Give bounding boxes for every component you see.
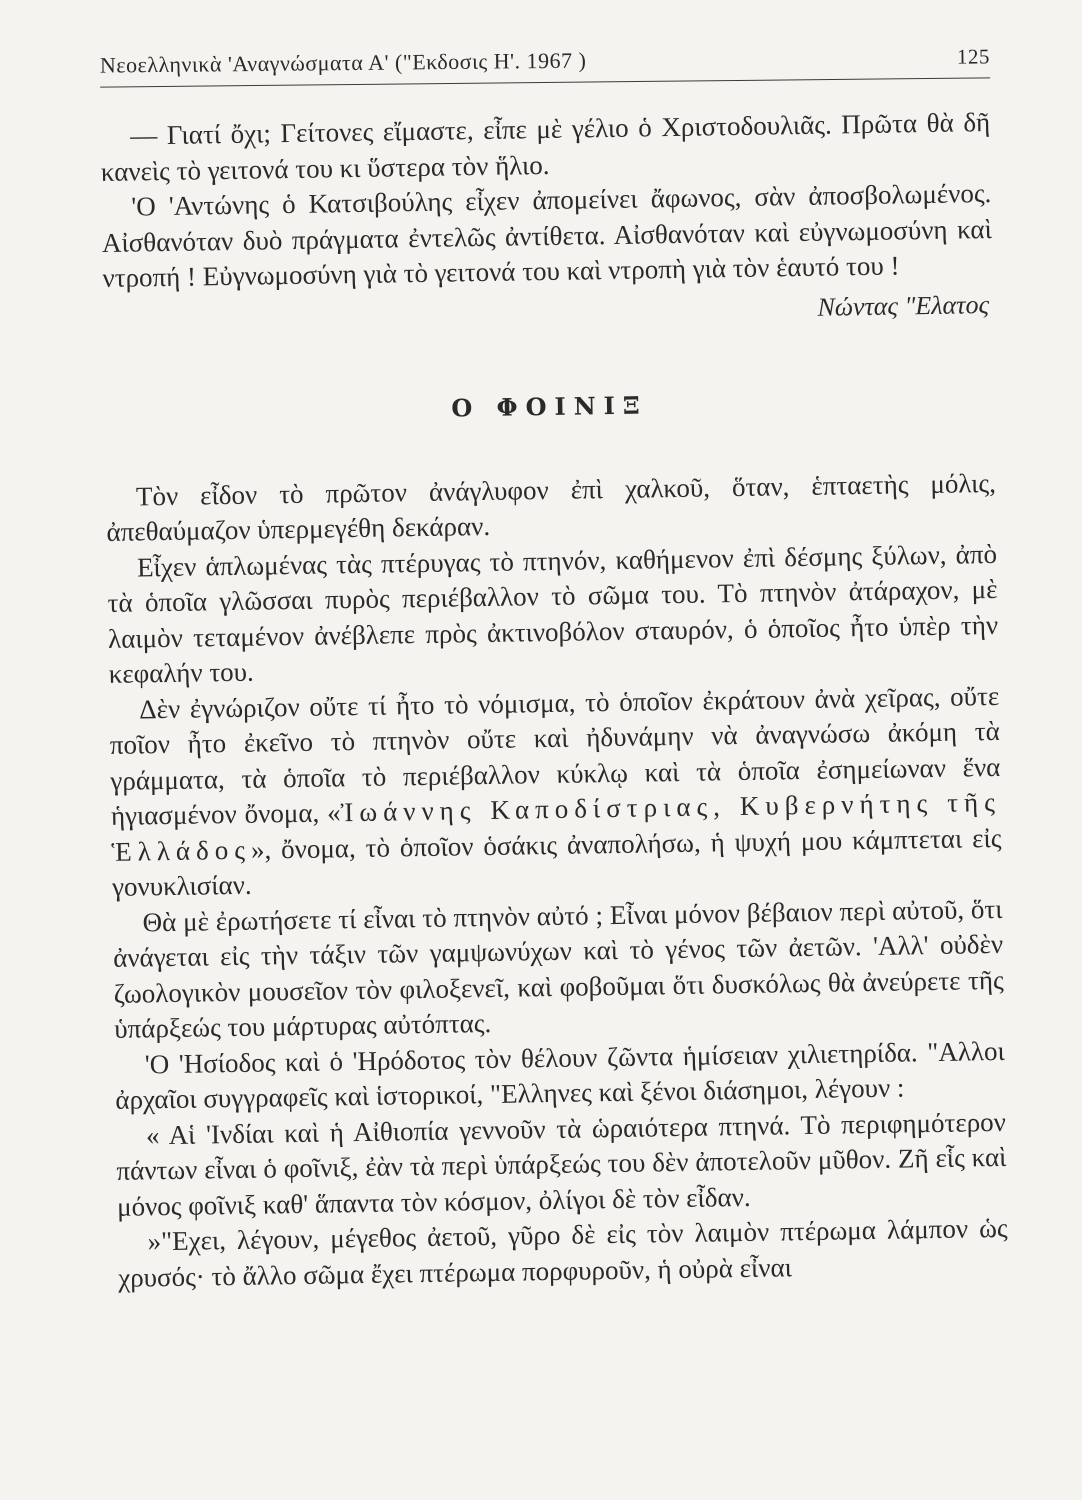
story-end-paragraph-2: 'Ο 'Αντώνης ὁ Κατσιβούλης εἶχεν ἀπομείνει ἄφωνος, σὰν ἀποσβολωμένος. Αἰσθανόταν δυὸ πράγματα ἐντελῶς ἀντίθετα. Αἰσθανόταν καὶ εὐγνωμοσύνη καὶ ντροπή ! Εὐγνωμοσύνη γιὰ τὸ γειτονά του καὶ ντροπὴ γιὰ τὸν ἑαυτό του !: [101, 178, 993, 293]
running-title: Νεοελληνικὰ 'Αναγνώσματα Α' ("Εκδοσις Η'. 1967 ): [99, 47, 587, 78]
paragraph-5: 'Ο 'Ησίοδος καὶ ὁ 'Ηρόδοτος τὸν θέλουν ζῶντα ἡμίσειαν χιλιετηρίδα. "Αλλοι ἀρχαῖοι συγγραφεῖς καὶ ἱστορικοί, "Ελληνες καὶ ξένοι διάσημοι, λέγουν :: [115, 1035, 1005, 1115]
paragraph-7: »"Εχει, λέγουν, μέγεθος ἀετοῦ, γῦρο δὲ εἰς τὸν λαιμὸν πτέρωμα λάμπον ὡς χρυσός· τὸ ἄλλο σῶμα ἔχει πτέρωμα πορφυροῦν, ἡ οὐρὰ εἶναι: [117, 1212, 1008, 1293]
story-end-paragraph-1: — Γιατί ὄχι; Γείτονες εἴμαστε, εἶπε μὲ γέλιο ὁ Χριστοδουλιᾶς. Πρῶτα θὰ δῆ κανεὶς τὸ γειτονά του κι ὕστερα τὸν ἥλιο.: [100, 107, 991, 187]
paragraph-4: Θὰ μὲ ἐρωτήσετε τί εἶναι τὸ πτηνὸν αὐτό ; Εἶναι μόνον βέβαιον περὶ αὐτοῦ, ὅτι ἀνάγεται εἰς τὴν τάξιν τῶν γαμψωνύχων καὶ τὸ γένος τῶν ἀετῶν. 'Αλλ' οὐδὲν ζωολογικὸν μουσεῖον τὸν φιλοξενεῖ, καὶ φοβοῦμαι ὅτι δυσκόλως θὰ ἀνεύρετε τῆς ὑπάρξεώς του μάρτυρας αὐτόπτας.: [112, 893, 1004, 1044]
running-header: [100, 43, 990, 87]
paragraph-3: [109, 678, 1002, 905]
page-body: [100, 105, 1008, 1296]
paragraph-1: Τὸν εἶδον τὸ πρῶτον ἀνάγλυφον ἐπὶ χαλκοῦ, ὅταν, ἑπταετὴς μόλις, ἀπεθαύμαζον ὑπερμεγέθη δεκάραν.: [106, 467, 997, 547]
author-signature: Νώντας "Ελατος: [817, 289, 990, 322]
paragraph-3-end: », ὄνομα, τὸ ὁποῖον ὁσάκις ἀναπολήσω, ἡ ψυχή μου κάμπτεται εἰς γονυκλισίαν.: [111, 822, 1002, 902]
paragraph-3-start: Δὲν ἐγνώριζον οὔτε τί ἦτο τὸ νόμισμα, τὸ ὁποῖον ἐκράτουν ἀνὰ χεῖρας, οὔτε ποῖον ἦτο ἐκεῖνο τὸ πτηνὸν οὔτε καὶ ἠδυνάμην νὰ ἀναγνώσω ἀκόμη τὰ γράμματα, τὰ ὁποῖα τὸ περιέβαλλον κύκλῳ καὶ τὰ ὁποῖα ἐσημείωναν ἕνα ἡγιασμένον ὄνομα, «: [109, 680, 1001, 831]
spaced-name: Ἰωάννης Καποδίστριας, Κυβερνήτης τῆς Ἑλλάδος: [111, 786, 1002, 867]
paragraph-2: Εἶχεν ἁπλωμένας τὰς πτέρυγας τὸ πτηνόν, καθήμενον ἐπὶ δέσμης ξύλων, ἀπὸ τὰ ὁποῖα γλῶσσαι πυρὸς περιέβαλλον τὸ σῶμα του. Τὸ πτηνὸν ἀτάραχον, μὲ λαιμὸν τεταμένον ἀνέβλεπε πρὸς ἀκτινοβόλον σταυρόν, ὁ ὁποῖος ἦτο ὑπὲρ τὴν κεφαλήν του.: [107, 538, 999, 689]
section-title: Ο ΦΟΙΝΙΞ: [451, 389, 648, 423]
paragraph-6: « Αἱ 'Ινδίαι καὶ ἡ Αἰθιοπία γεννοῦν τὰ ὡραιότερα πτηνά. Τὸ περιφημότερον πάντων εἶναι ὁ φοῖνιξ, ἐὰν τὰ περὶ ὑπάρξεώς του δὲν ἀποτελοῦν μῦθον. Ζῆ εἷς καὶ μόνος φοῖνιξ καθ' ἅπαντα τὸν κόσμον, ὀλίγοι δὲ τὸν εἶδαν.: [116, 1106, 1007, 1222]
page-number: 125: [956, 44, 991, 69]
